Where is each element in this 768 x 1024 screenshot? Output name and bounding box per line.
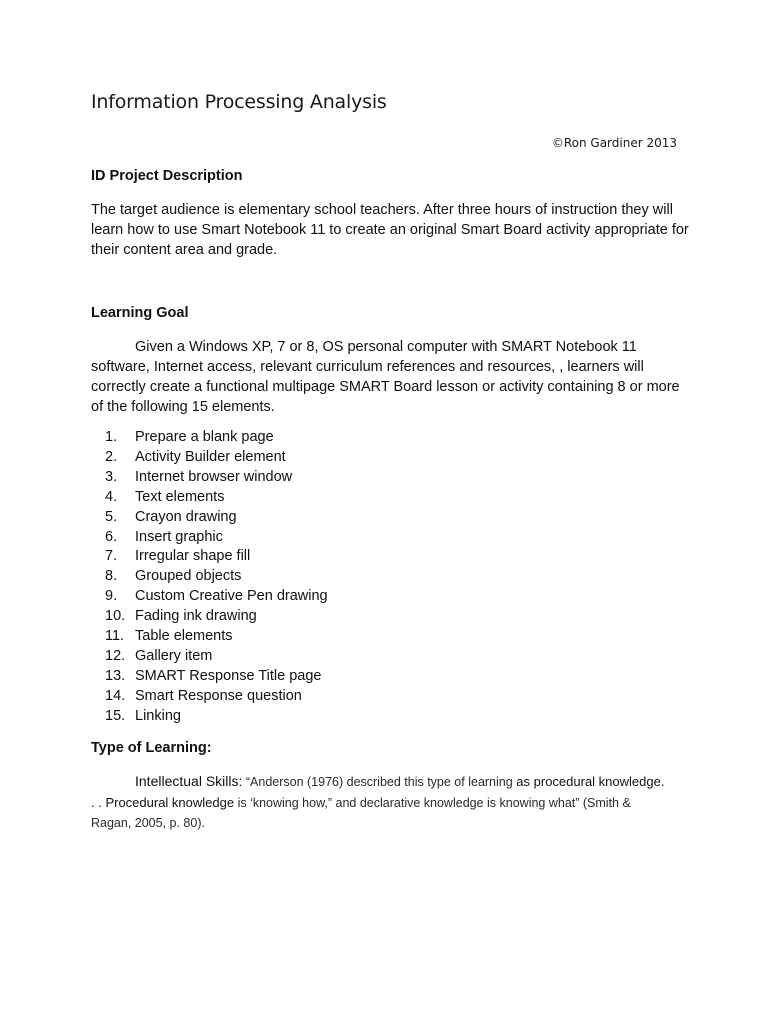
- list-item-number: 3.: [105, 468, 118, 485]
- list-item: [91, 607, 328, 627]
- elements-list: [91, 428, 328, 727]
- project-description-text: The target audience is elementary school teachers. After three hours of instruction they will learn how to use Smart Notebook 11 to create an original Smart Board activity appropriate for their content area and grade.: [91, 202, 689, 258]
- learning-goal-text: Given a Windows XP, 7 or 8, OS personal computer with SMART Notebook 11 software, Internet access, relevant curriculum references and resources, , learners will correctly create a functional multipage SMART Board lesson or activity containing 8 or more of the following 15 elements.: [91, 339, 680, 415]
- list-item: [91, 468, 328, 488]
- list-item-number: 8.: [105, 568, 118, 585]
- list-item: [91, 707, 328, 727]
- intellectual-skills-label: Intellectual Skills:: [135, 773, 243, 789]
- list-item-number: 14.: [105, 687, 126, 704]
- list-item-number: 4.: [105, 488, 118, 505]
- list-item-number: 2.: [105, 448, 118, 465]
- list-item-number: 6.: [105, 528, 118, 545]
- list-item: [91, 448, 328, 468]
- list-item-text: Prepare a blank page: [135, 429, 274, 445]
- list-item-text: Activity Builder element: [135, 448, 286, 465]
- list-item: [91, 528, 328, 548]
- list-item-number: 5.: [105, 508, 118, 525]
- quote-part-1: “Anderson (1976) described this type of learning: [242, 775, 513, 789]
- list-item: [91, 488, 328, 508]
- list-item-text: Text elements: [135, 488, 225, 505]
- list-item-text: Custom Creative Pen drawing: [135, 588, 328, 605]
- list-item: [91, 647, 328, 667]
- list-item-number: 7.: [105, 548, 118, 565]
- list-item: [91, 567, 328, 587]
- document-title: Information Processing Analysis: [91, 91, 387, 113]
- list-item-text: Gallery item: [135, 647, 213, 664]
- project-description-heading: ID Project Description: [91, 168, 243, 184]
- list-item-number: 11.: [105, 628, 125, 645]
- list-item: [91, 508, 328, 528]
- list-item-number: 12.: [105, 647, 126, 664]
- list-item: [91, 687, 328, 707]
- list-item-number: 10.: [105, 608, 126, 625]
- list-item-text: Table elements: [135, 628, 233, 645]
- list-item-text: Crayon drawing: [135, 508, 237, 525]
- list-item-text: Irregular shape fill: [135, 548, 251, 565]
- copyright-notice: ©Ron Gardiner 2013: [551, 136, 677, 150]
- quote-part-3: is ‘knowing how,” and declarative knowledge is knowing what” (Smith & Ragan, 2005, p. 80).: [91, 795, 631, 830]
- list-item-text: Grouped objects: [135, 568, 242, 585]
- intellectual-skills-text: [91, 772, 671, 834]
- list-item-text: Smart Response question: [135, 687, 302, 704]
- list-item-number: 13.: [105, 667, 126, 684]
- list-item-text: Linking: [135, 707, 181, 724]
- type-of-learning-heading: Type of Learning:: [91, 740, 212, 756]
- list-item: [91, 547, 328, 567]
- list-item-number: 9.: [105, 588, 118, 605]
- list-item-text: Insert graphic: [135, 528, 223, 545]
- list-item: [91, 428, 328, 448]
- list-item-text: Fading ink drawing: [135, 608, 257, 625]
- list-item-number: 15.: [105, 707, 126, 724]
- list-item-number: 1.: [105, 429, 118, 445]
- list-item: [91, 587, 328, 607]
- list-item-text: Internet browser window: [135, 468, 293, 485]
- list-item: [91, 667, 328, 687]
- list-item-text: SMART Response Title page: [135, 667, 322, 684]
- learning-goal-heading: Learning Goal: [91, 305, 189, 321]
- quote-part-2: as procedural knowledge. . . Procedural knowledge: [91, 774, 665, 810]
- list-item: [91, 627, 328, 647]
